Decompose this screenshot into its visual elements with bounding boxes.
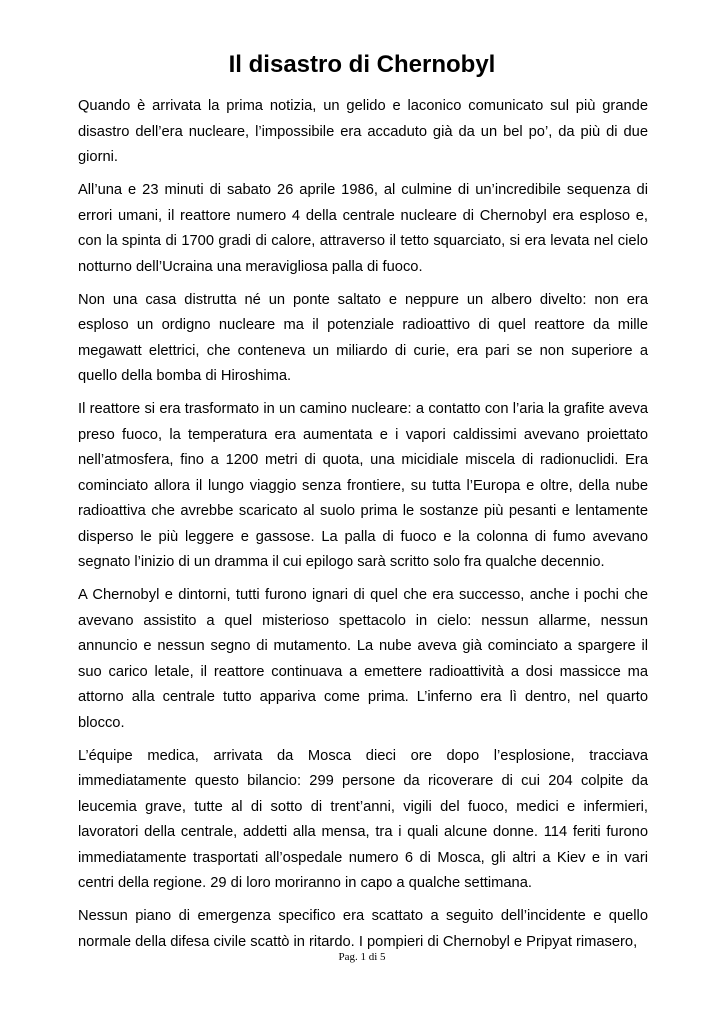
paragraph-7: Nessun piano di emergenza specifico era scattato a seguito dell’incidente e quello normale della difesa civile scattò in ritardo. I pompieri di Chernobyl e Pripyat rimasero, <box>78 908 648 950</box>
paragraph-2: All’una e 23 minuti di sabato 26 aprile 1986, al culmine di un’incredibile sequenza di errori umani, il reattore numero 4 della centrale nucleare di Chernobyl era esploso e, con la spinta di 1700 gradi di calore, attraverso il tetto squarciato, si era levata nel cielo notturno dell’Ucraina una meravigliosa palla di fuoco. <box>78 182 648 275</box>
page-number-footer: Pag. 1 di 5 <box>338 951 386 963</box>
paragraph-4: Il reattore si era trasformato in un camino nucleare: a contatto con l’aria la grafite aveva preso fuoco, la temperatura era aumentata e i vapori caldissimi avevano proiettato nell’atmosfera, fino a 1200 metri di quota, una micidiale miscela di radionuclidi. Era cominciato allora il lungo viaggio senza frontiere, su tutta l’Europa e oltre, della nube radioattiva che avrebbe scaricato al suolo prima le sostanze più pesanti e lentamente disperso le più leggere e gassose. La palla di fuoco e la colonna di fumo avevano segnato l’inizio di un dramma il cui epilogo sarà scritto solo fra qualche decennio. <box>78 401 648 570</box>
document-body <box>78 94 648 963</box>
paragraph-3: Non una casa distrutta né un ponte saltato e neppure un albero divelto: non era esploso un ordigno nucleare ma il potenziale radioattivo di quel reattore da mille megawatt elettrici, che conteneva un miliardo di curie, era pari se non superiore a quello della bomba di Hiroshima. <box>78 291 648 384</box>
paragraph-5: A Chernobyl e dintorni, tutti furono ignari di quel che era successo, anche i pochi che avevano assistito a quel misterioso spettacolo in cielo: nessun allarme, nessun annuncio e nessun segno di mutamento. La nube aveva già cominciato a spargere il suo carico letale, il reattore continuava a emettere radioattività a dosi massicce ma attorno alla centrale tutto appariva come prima. L’inferno era lì dentro, nel quarto blocco. <box>78 587 648 731</box>
paragraph-6: L’équipe medica, arrivata da Mosca dieci ore dopo l’esplosione, tracciava immediatamente questo bilancio: 299 persone da ricoverare di cui 204 colpite da leucemia grave, tutte al di sotto di trent’anni, vigili del fuoco, medici e infermieri, lavoratori della centrale, addetti alla mensa, tra i quali alcune donne. 114 feriti furono immediatamente trasportati all’ospedale numero 6 di Mosca, gli altri a Kiev e in vari centri della regione. 29 di loro moriranno in capo a qualche settimana. <box>78 747 648 891</box>
page-title: Il disastro di Chernobyl <box>228 51 496 78</box>
paragraph-1: Quando è arrivata la prima notizia, un gelido e laconico comunicato sul più grande disastro dell’era nucleare, l’impossibile era accaduto già da un bel po’, da più di due giorni. <box>78 98 648 165</box>
